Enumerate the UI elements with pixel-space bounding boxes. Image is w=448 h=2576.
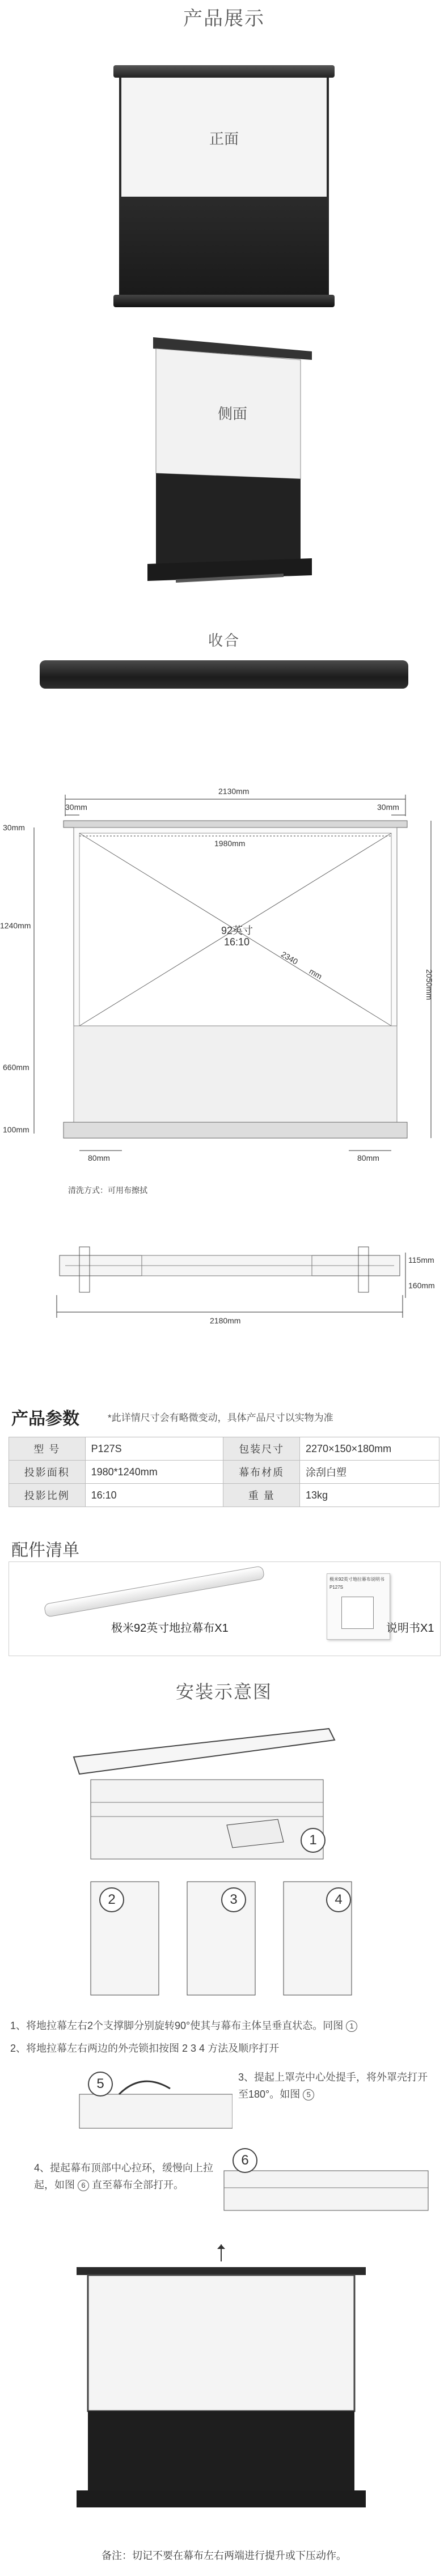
- spec-value: 2270×150×180mm: [300, 1437, 439, 1461]
- circle-label-2: 2: [99, 1887, 124, 1912]
- base-top-view: [0, 1224, 448, 1343]
- circle-label-4: 4: [326, 1887, 351, 1912]
- dim-bottom-black: 660mm: [3, 1063, 29, 1072]
- spec-value: 1980*1240mm: [85, 1461, 223, 1484]
- screen-case-image: [44, 1565, 265, 1618]
- specs-title: 产品参数: [11, 1410, 79, 1428]
- side-view-image: [142, 326, 323, 592]
- specs-table: [9, 1437, 439, 1507]
- dim-foot-right: 80mm: [357, 1153, 379, 1162]
- spec-value: 涂刮白塑: [300, 1461, 439, 1484]
- spec-key: 投影比例: [9, 1484, 86, 1507]
- install-step-1: [10, 2018, 357, 2032]
- side-label: 侧面: [217, 405, 247, 422]
- dim-diag-unit: mm: [307, 966, 324, 981]
- dimension-diagram: [0, 782, 448, 1168]
- spec-value: 13kg: [300, 1484, 439, 1507]
- accessory-item-manual: 说明书X1: [386, 1622, 434, 1635]
- section-title-display: 产品展示: [183, 8, 265, 29]
- front-label: 正面: [209, 130, 239, 147]
- dim-bottom-base: 100mm: [3, 1125, 29, 1134]
- circle-label-3: 3: [221, 1887, 246, 1912]
- install-illustration-top: [68, 1717, 386, 2006]
- install-remark: 备注：切记不要在幕布左右两端进行提升或下压动作。: [102, 2550, 346, 2561]
- spec-value: 16:10: [85, 1484, 223, 1507]
- front-view-image: [113, 65, 335, 309]
- dim-left-margin: 30mm: [65, 803, 87, 812]
- table-row: [9, 1437, 439, 1461]
- install-step-3-ref: 5: [303, 2089, 314, 2100]
- install-title: 安装示意图: [175, 1682, 272, 1702]
- dim-top-margin: 30mm: [3, 823, 25, 832]
- install-step-1-text: 1、将地拉幕左右2个支撑脚分别旋转90°使其与幕布主体呈垂直状态。同图: [10, 2020, 344, 2031]
- install-illustration-final: [77, 2244, 371, 2528]
- circle-label-5: 5: [88, 2072, 113, 2097]
- manual-image: [327, 1573, 390, 1640]
- folded-label: 收合: [208, 632, 240, 649]
- install-step-4-tail: 直至幕布全部打开。: [92, 2179, 184, 2191]
- install-step-2-tail: 方法及顺序打开: [208, 2043, 280, 2054]
- specs-note: *此详情尺寸会有略微变动，具体产品尺寸以实物为准: [108, 1412, 333, 1423]
- dim-diag-len: 2340: [280, 949, 300, 966]
- dim-ratio: 16:10: [224, 936, 250, 948]
- manual-model: P127S: [329, 1585, 344, 1590]
- accessories-box: [9, 1561, 441, 1656]
- dim-base-depth: 160mm: [408, 1281, 435, 1290]
- install-step-4-ref: 6: [78, 2180, 89, 2191]
- spec-key: 重 量: [223, 1484, 300, 1507]
- accessories-title: 配件清单: [11, 1541, 79, 1560]
- install-step-2-refs: 2 3 4: [182, 2043, 205, 2054]
- dim-total-height: 2050mm: [425, 969, 434, 1000]
- dim-screen-height: 1240mm: [0, 921, 31, 930]
- spec-key: 幕布材质: [223, 1461, 300, 1484]
- install-step-4: [34, 2159, 221, 2193]
- circle-label-1: 1: [301, 1828, 326, 1853]
- dim-diagonal: 92英寸: [221, 925, 253, 936]
- spec-key: 包装尺寸: [223, 1437, 300, 1461]
- table-row: [9, 1461, 439, 1484]
- install-illustration-6: [218, 2148, 434, 2216]
- circle-label-6: 6: [233, 2148, 257, 2173]
- install-step-1-ref: 1: [346, 2021, 357, 2032]
- install-step-2: [10, 2040, 279, 2055]
- folded-view-image: [40, 660, 408, 689]
- dim-right-margin: 30mm: [377, 803, 399, 812]
- install-illustration-5: [74, 2066, 233, 2134]
- dim-base-width: 2180mm: [210, 1316, 241, 1325]
- spec-value: P127S: [85, 1437, 223, 1461]
- dim-screen-width: 1980mm: [214, 839, 246, 848]
- spec-key: 投影面积: [9, 1461, 86, 1484]
- dim-total-width: 2130mm: [218, 787, 250, 796]
- install-step-3: [238, 2069, 431, 2103]
- install-step-2-text: 2、将地拉幕左右两边的外壳锁扣按图: [10, 2043, 180, 2054]
- clean-method: 清洗方式：可用布擦拭: [68, 1186, 147, 1195]
- install-step-3-text: 3、提起上罩壳中心处提手，将外罩壳打开至180°。如图: [238, 2072, 428, 2100]
- dim-foot-left: 80mm: [88, 1153, 110, 1162]
- spec-key: 型 号: [9, 1437, 86, 1461]
- install-step-4-text: 4、提起幕布顶部中心拉环，缓慢向上拉起，如图: [34, 2162, 214, 2191]
- dim-base-height: 115mm: [408, 1255, 434, 1264]
- manual-title: 极米92英寸地拉幕布说明书: [329, 1577, 384, 1582]
- accessory-item-screen: 极米92英寸地拉幕布X1: [111, 1622, 229, 1635]
- table-row: [9, 1484, 439, 1507]
